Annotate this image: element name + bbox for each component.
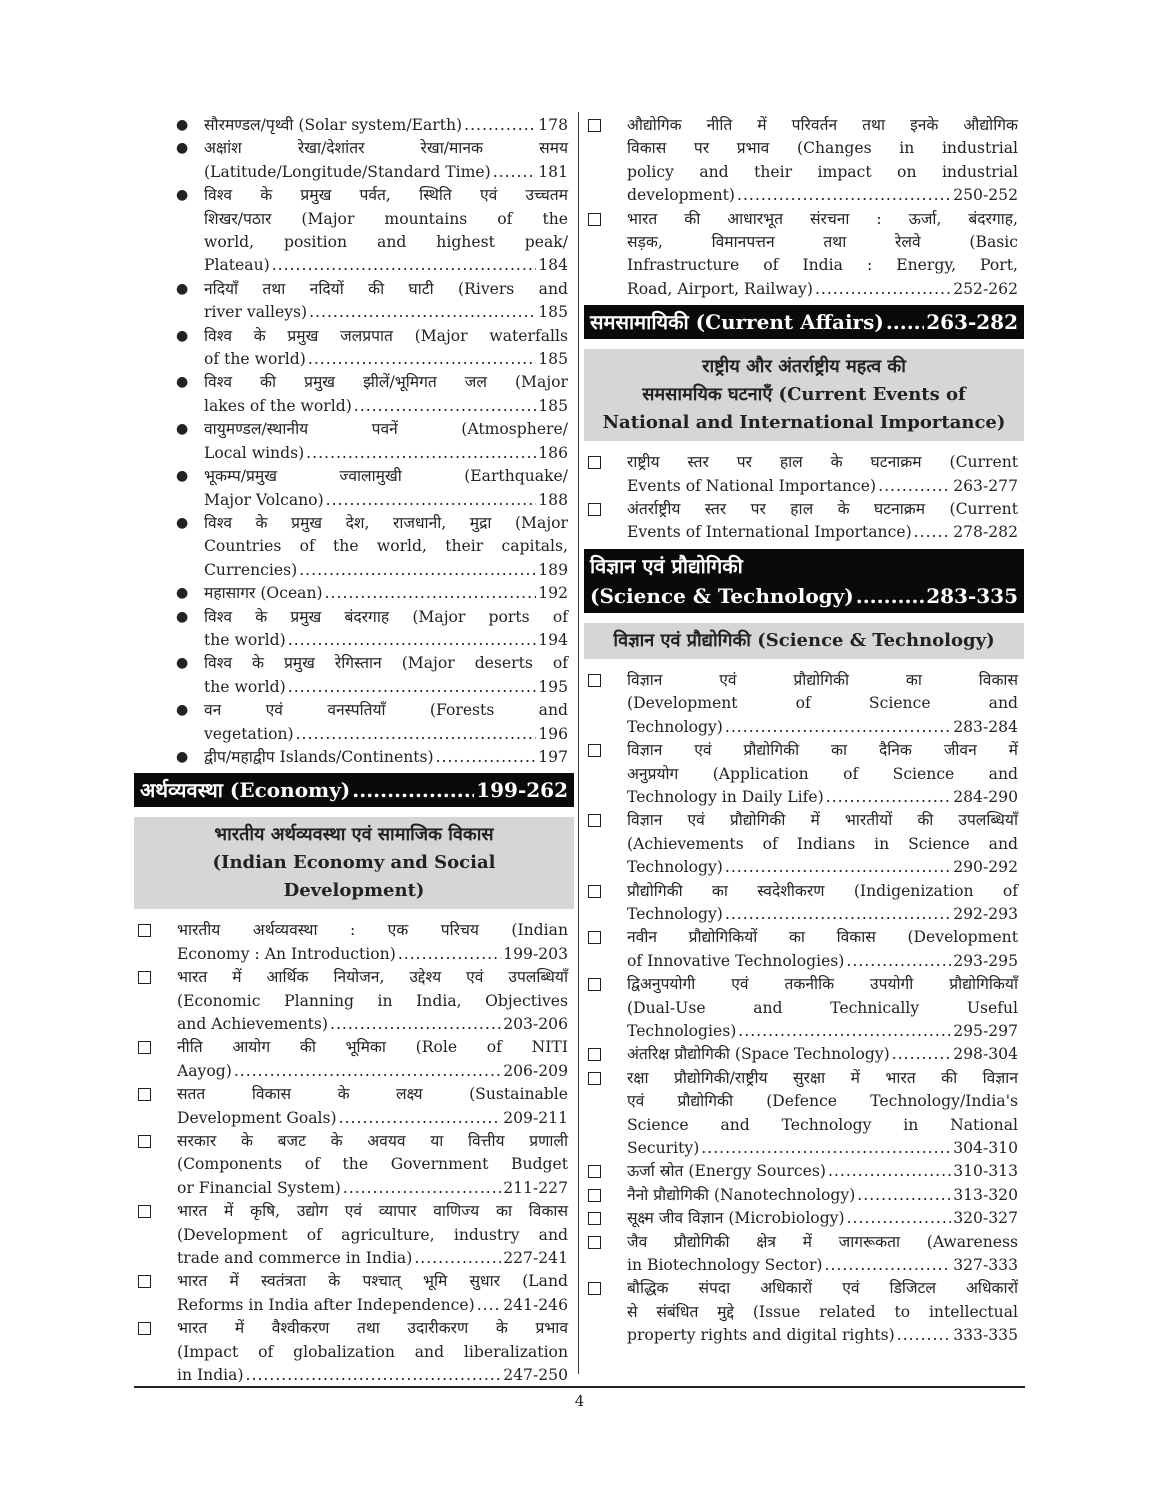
- page-ref: 263-277: [953, 476, 1018, 495]
- page-ref: 181: [538, 162, 568, 181]
- entry-title-end: Currencies): [204, 560, 298, 579]
- dot-leader: [234, 1060, 501, 1083]
- page-ref: 290-292: [953, 858, 1018, 877]
- section-title: समसामायिकी (Current Affairs): [590, 310, 884, 335]
- checkbox-icon: [588, 1072, 601, 1085]
- toc-entry[interactable]: [134, 1200, 574, 1270]
- page-ref: 195: [538, 677, 568, 696]
- entry-line: शिखर/पठार (Major mountains of the: [204, 209, 568, 228]
- entry-line: (Development of Science and: [627, 694, 1018, 713]
- entry-line: विज्ञान एवं प्रौद्योगिकी का विकास: [627, 670, 1018, 689]
- dot-leader: [738, 1020, 951, 1043]
- entry-line: अंतर्राष्ट्रीय स्तर पर हाल के घटनाक्रम (Current: [627, 500, 1018, 519]
- toc-entry[interactable]: [134, 465, 574, 512]
- entry-line: वायुमण्डल/स्थानीय पवनें (Atmosphere/: [204, 420, 568, 439]
- entry-title-end: the world): [204, 677, 286, 696]
- dot-leader: [847, 1207, 952, 1230]
- entry-title-end: development): [627, 186, 736, 205]
- entry-title-end: Security): [627, 1139, 700, 1157]
- toc-entry[interactable]: [134, 582, 574, 605]
- toc-entry[interactable]: [584, 451, 1024, 498]
- dot-leader: [725, 716, 951, 739]
- entry-line: विज्ञान एवं प्रौद्योगिकी का दैनिक जीवन में: [627, 741, 1018, 760]
- page-ref: 283-284: [953, 717, 1018, 736]
- page-number: 4: [574, 1392, 585, 1410]
- checkbox-icon: [138, 1205, 151, 1218]
- bullet-icon: ●: [176, 327, 189, 344]
- subsection-title-hindi: भारतीय अर्थव्यवस्था एवं सामाजिक विकास: [214, 824, 494, 846]
- bullet-icon: ●: [176, 748, 189, 765]
- entry-title-end: lakes of the world): [204, 396, 352, 415]
- toc-entry[interactable]: [584, 1184, 1024, 1207]
- dot-leader: [272, 254, 537, 277]
- page-ref: 250-252: [953, 186, 1018, 205]
- entry-line: नीति आयोग की भूमिका (Role of NITI: [177, 1038, 568, 1057]
- page-ref: 284-290: [953, 787, 1018, 806]
- science-list: [584, 669, 1024, 1348]
- entry-title-end: Road, Airport, Railway): [627, 279, 813, 298]
- toc-entry[interactable]: [134, 966, 574, 1036]
- page-ref: 211-227: [503, 1178, 568, 1197]
- entry-line: policy and their impact on industrial: [627, 162, 1018, 181]
- left-column: [134, 114, 574, 1388]
- column-divider: [578, 112, 579, 1374]
- toc-entry[interactable]: [584, 208, 1024, 302]
- entry-line: वन एवं वनस्पतियाँ (Forests and: [204, 701, 568, 720]
- checkbox-icon: [588, 885, 601, 898]
- toc-entry[interactable]: [134, 1130, 574, 1200]
- entry-line: (Achievements of Indians in Science and: [627, 834, 1018, 853]
- entry-title-end: or Financial System): [177, 1178, 341, 1197]
- entry-line: भारत में स्वतंत्रता के पश्चात् भूमि सुधार (Land: [177, 1272, 568, 1291]
- entry-line: अनुप्रयोग (Application of Science and: [627, 764, 1018, 783]
- entry-line: विश्व के प्रमुख पर्वत, स्थिति एवं उच्चतम: [204, 186, 568, 205]
- checkbox-icon: [588, 1048, 601, 1061]
- page-ref: 185: [538, 350, 568, 369]
- page-ref: 320-327: [953, 1209, 1018, 1228]
- entry-line: नदियाँ तथा नदियों की घाटी (Rivers and: [204, 279, 568, 298]
- page-ref: 292-293: [953, 904, 1018, 923]
- toc-entry[interactable]: [134, 114, 574, 137]
- toc-entry[interactable]: [134, 652, 574, 699]
- bullet-icon: ●: [176, 608, 189, 625]
- page-ref: 203-206: [503, 1015, 568, 1033]
- dot-leader: [436, 746, 537, 769]
- checkbox-icon: [588, 674, 601, 687]
- page-ref: 196: [538, 724, 568, 743]
- toc-entry[interactable]: [134, 1270, 574, 1317]
- checkbox-icon: [138, 924, 151, 937]
- toc-entry[interactable]: [134, 606, 574, 653]
- subsection-header-current-events: [584, 349, 1024, 441]
- section-title-english: (Science & Technology): [590, 583, 854, 608]
- entry-line: से संबंधित मुद्दे (Issue related to intellectual: [627, 1302, 1018, 1321]
- dot-leader: [701, 1137, 951, 1160]
- entry-line: Infrastructure of India : Energy, Port,: [627, 256, 1018, 275]
- dot-leader: [826, 786, 952, 809]
- bullet-icon: ●: [176, 280, 189, 297]
- dot-leader: [725, 903, 951, 926]
- page-ref: 247-250: [503, 1366, 568, 1385]
- toc-entry[interactable]: [584, 498, 1024, 545]
- entry-line: विज्ञान एवं प्रौद्योगिकी में भारतीयों की उपलब्धियाँ: [627, 811, 1018, 830]
- entry-title-end: Technology in Daily Life): [627, 787, 824, 806]
- entry-title-end: Economy : An Introduction): [177, 944, 396, 963]
- dot-leader: [897, 1324, 951, 1347]
- entry-title-end: सूक्ष्म जीव विज्ञान (Microbiology): [627, 1209, 845, 1228]
- checkbox-icon: [588, 1236, 601, 1249]
- page-ref: 241-246: [503, 1295, 568, 1314]
- entry-line: राष्ट्रीय स्तर पर हाल के घटनाक्रम (Current: [627, 453, 1018, 472]
- entry-line: भारत में आर्थिक नियोजन, उद्देश्य एवं उपलब्धियाँ: [177, 968, 568, 987]
- entry-title-end: vegetation): [204, 724, 294, 743]
- entry-line: भारत में वैश्वीकरण तथा उदारीकरण के प्रभाव: [177, 1319, 568, 1338]
- footer-rule: [134, 1386, 1025, 1388]
- page-ref: 327-333: [953, 1256, 1018, 1275]
- entry-line: विश्व के प्रमुख देश, राजधानी, मुद्रा (Major: [204, 513, 568, 532]
- entry-title-end: in Biotechnology Sector): [627, 1256, 823, 1275]
- entry-line: भारत की आधारभूत संरचना : ऊर्जा, बंदरगाह,: [627, 209, 1018, 228]
- toc-entry[interactable]: [584, 1160, 1024, 1183]
- toc-entry[interactable]: [584, 1277, 1024, 1347]
- entry-title-end: of the world): [204, 350, 306, 369]
- bullet-icon: ●: [176, 702, 189, 719]
- entry-line: रक्षा प्रौद्योगिकी/राष्ट्रीय सुरक्षा में भारत की विज्ञान: [627, 1068, 1018, 1087]
- toc-entry[interactable]: [134, 746, 574, 769]
- entry-title-end: Events of National Importance): [627, 476, 877, 495]
- page-ref: 197: [538, 747, 568, 766]
- entry-line: सतत विकास के लक्ष्य (Sustainable: [177, 1085, 568, 1104]
- entry-title-end: Plateau): [204, 256, 270, 275]
- page-ref: 252-262: [953, 279, 1018, 298]
- toc-entry[interactable]: [584, 1067, 1024, 1161]
- entry-line: विश्व की प्रमुख झीलें/भूमिगत जल (Major: [204, 373, 568, 392]
- page-ref: 178: [538, 116, 568, 134]
- dot-leader: [339, 1107, 502, 1130]
- page-ref: 188: [538, 490, 568, 509]
- toc-entry[interactable]: [584, 926, 1024, 973]
- right-column: [584, 114, 1024, 1348]
- checkbox-icon: [588, 1165, 601, 1178]
- page-ref: 227-241: [503, 1249, 568, 1268]
- checkbox-icon: [138, 1041, 151, 1054]
- section-header-economy[interactable]: [134, 773, 574, 807]
- entry-title-end: of Innovative Technologies): [627, 951, 845, 970]
- entry-title-end: in India): [177, 1366, 244, 1385]
- economy-list-cont: [584, 114, 1024, 301]
- entry-line: Science and Technology in National: [627, 1115, 1018, 1134]
- dot-leader: [892, 1043, 951, 1066]
- entry-line: अक्षांश रेखा/देशांतर रेखा/मानक समय: [204, 139, 568, 158]
- dot-leader: [288, 629, 536, 652]
- page-ref: 298-304: [953, 1045, 1018, 1064]
- page-ref: 304-310: [953, 1139, 1018, 1157]
- checkbox-icon: [588, 213, 601, 226]
- dot-leader: [309, 301, 536, 324]
- bullet-icon: ●: [176, 117, 189, 133]
- checkbox-icon: [588, 503, 601, 516]
- bullet-icon: ●: [176, 655, 189, 672]
- entry-title-end: Reforms in India after Independence): [177, 1295, 475, 1314]
- entry-line: सरकार के बजट के अवयव या वित्तीय प्रणाली: [177, 1132, 568, 1151]
- checkbox-icon: [138, 1322, 151, 1335]
- section-header-current-affairs[interactable]: [584, 305, 1024, 339]
- page-ref: 189: [538, 560, 568, 579]
- entry-line: बौद्धिक संपदा अधिकारों एवं डिजिटल अधिकारों: [627, 1279, 1018, 1298]
- toc-entry[interactable]: [134, 184, 574, 278]
- toc-entry[interactable]: [134, 512, 574, 582]
- checkbox-icon: [138, 1275, 151, 1288]
- entry-line: औद्योगिक नीति में परिवर्तन तथा इनके औद्योगिक: [627, 116, 1018, 134]
- entry-title-end: Aayog): [177, 1061, 232, 1080]
- page-ref: 192: [538, 584, 568, 603]
- current-affairs-list: [584, 451, 1024, 545]
- entry-line: द्विअनुपयोगी एवं तकनीकि उपयोगी प्रौद्योगिकियाँ: [627, 975, 1018, 994]
- dot-leader: [825, 1254, 952, 1277]
- bullet-icon: ●: [176, 421, 189, 438]
- toc-entry[interactable]: [134, 1036, 574, 1083]
- toc-entry[interactable]: [134, 699, 574, 746]
- subsection-title-hindi: राष्ट्रीय और अंतर्राष्ट्रीय महत्व की: [702, 356, 906, 378]
- entry-line: Countries of the world, their capitals,: [204, 537, 568, 556]
- dot-leader: [815, 278, 951, 301]
- entry-line: world, position and highest peak/: [204, 233, 568, 252]
- bullet-icon: ●: [176, 140, 189, 157]
- entry-title-end: अंतरिक्ष प्रौद्योगिकी (Space Technology): [627, 1045, 890, 1064]
- checkbox-icon: [588, 1282, 601, 1295]
- page-ref: 186: [538, 443, 568, 462]
- bullet-icon: ●: [176, 374, 189, 391]
- dot-leader: [325, 582, 537, 605]
- subsection-title-english: National and International Importance): [602, 412, 1006, 434]
- checkbox-icon: [588, 456, 601, 469]
- entry-line: (Dual-Use and Technically Useful: [627, 998, 1018, 1017]
- entry-line: नवीन प्रौद्योगिकियों का विकास (Development: [627, 928, 1018, 947]
- toc-entry[interactable]: [584, 739, 1024, 809]
- checkbox-icon: [138, 971, 151, 984]
- toc-entry[interactable]: [134, 1083, 574, 1130]
- entry-title-end: and Achievements): [177, 1015, 328, 1033]
- section-pages: 263-282: [926, 310, 1018, 335]
- subsection-title: विज्ञान एवं प्रौद्योगिकी (Science & Technology): [613, 629, 995, 651]
- entry-line: विकास पर प्रभाव (Changes in industrial: [627, 139, 1018, 158]
- page-ref: 185: [538, 396, 568, 415]
- dot-leader: [326, 489, 537, 512]
- page-ref: 295-297: [953, 1021, 1018, 1040]
- page-ref: 313-320: [953, 1185, 1018, 1204]
- section-pages: 199-262: [476, 778, 568, 803]
- entry-line: विश्व के प्रमुख बंदरगाह (Major ports of: [204, 607, 568, 626]
- dot-leader: [464, 114, 536, 137]
- toc-entry[interactable]: [584, 669, 1024, 739]
- subsection-title-english: (Indian Economy and Social: [212, 852, 496, 874]
- entry-line: प्रौद्योगिकी का स्वदेशीकरण (Indigenization of: [627, 881, 1018, 900]
- toc-entry[interactable]: [134, 919, 574, 966]
- dot-leader: [914, 521, 952, 544]
- entry-line: एवं प्रौद्योगिकी (Defence Technology/India's: [627, 1092, 1018, 1111]
- page-ref: 310-313: [953, 1162, 1018, 1181]
- dot-leader: [477, 1294, 502, 1317]
- page-ref: 199-203: [503, 944, 568, 963]
- toc-entry[interactable]: [134, 371, 574, 418]
- entry-title-end: river valleys): [204, 303, 308, 322]
- dot-leader: [828, 1160, 951, 1183]
- section-title: अर्थव्यवस्था (Economy): [140, 778, 351, 803]
- dot-leader: [725, 856, 951, 879]
- checkbox-icon: [588, 978, 601, 991]
- toc-entry[interactable]: [584, 1207, 1024, 1230]
- dot-leader: [308, 348, 536, 371]
- toc-entry[interactable]: [584, 1043, 1024, 1066]
- toc-entry[interactable]: [134, 137, 574, 184]
- checkbox-icon: [588, 931, 601, 944]
- toc-entry[interactable]: [134, 1317, 574, 1387]
- entry-line: सड़क, विमानपत्तन तथा रेलवे (Basic: [627, 233, 1018, 252]
- entry-title-end: Technology): [627, 904, 723, 923]
- entry-line: भारतीय अर्थव्यवस्था : एक परिचय (Indian: [177, 921, 568, 940]
- entry-line: भूकम्प/प्रमुख ज्वालामुखी (Earthquake/: [204, 467, 568, 486]
- checkbox-icon: [588, 744, 601, 757]
- entry-title-end: नैनो प्रौद्योगिकी (Nanotechnology): [627, 1185, 856, 1204]
- subsection-header-science: [584, 623, 1024, 659]
- subsection-title-english-cont: Development): [283, 880, 425, 902]
- dot-leader: [878, 475, 951, 498]
- dot-leader: [354, 395, 536, 418]
- dot-leader: [414, 1247, 501, 1270]
- entry-title-end: Technology): [627, 717, 723, 736]
- checkbox-icon: [138, 1088, 151, 1101]
- section-pages: 283-335: [926, 583, 1018, 608]
- entry-title-end: Technology): [627, 858, 723, 877]
- dot-leader: [306, 442, 536, 465]
- checkbox-icon: [588, 814, 601, 827]
- entry-line: जैव प्रौद्योगिकी क्षेत्र में जागरूकता (Awareness: [627, 1232, 1018, 1251]
- entry-title-end: Events of International Importance): [627, 523, 912, 542]
- toc-entry[interactable]: [134, 278, 574, 325]
- entry-title-end: property rights and digital rights): [627, 1326, 895, 1345]
- economy-list: [134, 919, 574, 1387]
- page-ref: 209-211: [503, 1108, 568, 1127]
- dot-leader: [857, 1184, 951, 1207]
- page-ref: 194: [538, 630, 568, 649]
- entry-title-end: ऊर्जा स्रोत (Energy Sources): [627, 1162, 826, 1181]
- dot-leader: [846, 950, 951, 973]
- bullet-icon: ●: [176, 585, 189, 602]
- section-title-hindi: विज्ञान एवं प्रौद्योगिकी: [590, 553, 743, 578]
- entry-title-end: Technologies): [627, 1021, 737, 1040]
- entry-title-end: Local winds): [204, 443, 305, 462]
- subsection-header-indian-economy: [134, 817, 574, 909]
- entry-title-end: (Latitude/Longitude/Standard Time): [204, 162, 491, 181]
- entry-title-end: महासागर (Ocean): [204, 584, 323, 603]
- dot-leader: [296, 723, 537, 746]
- page-ref: 185: [538, 303, 568, 322]
- dot-leader: [343, 1177, 501, 1200]
- checkbox-icon: [588, 1212, 601, 1225]
- entry-line: (Components of the Government Budget: [177, 1155, 568, 1174]
- checkbox-icon: [588, 119, 601, 132]
- section-header-science[interactable]: [584, 549, 1024, 613]
- geography-list: [134, 114, 574, 769]
- page-ref: 206-209: [503, 1061, 568, 1080]
- entry-line: (Economic Planning in India, Objectives: [177, 991, 568, 1010]
- entry-line: भारत में कृषि, उद्योग एवं व्यापार वाणिज्य का विकास: [177, 1202, 568, 1221]
- dot-leader: [398, 943, 501, 966]
- bullet-icon: ●: [176, 468, 189, 485]
- entry-line: विश्व के प्रमुख रेगिस्तान (Major deserts of: [204, 654, 568, 673]
- dot-leader: [246, 1364, 502, 1387]
- toc-entry[interactable]: [134, 418, 574, 465]
- page-ref: 333-335: [953, 1326, 1018, 1345]
- dot-leader: [288, 676, 536, 699]
- toc-entry[interactable]: [584, 1231, 1024, 1278]
- subsection-title-mixed: समसामयिक घटनाएँ (Current Events of: [642, 384, 966, 406]
- dot-leader: [493, 161, 536, 184]
- toc-entry[interactable]: [584, 973, 1024, 1043]
- entry-title-end: the world): [204, 630, 286, 649]
- toc-entry[interactable]: [584, 114, 1024, 208]
- entry-title-end: trade and commerce in India): [177, 1249, 413, 1268]
- dot-leader: [737, 184, 951, 207]
- bullet-icon: ●: [176, 514, 189, 531]
- page-ref: 293-295: [953, 951, 1018, 970]
- entry-title-end: द्वीप/महाद्वीप Islands/Continents): [204, 747, 434, 766]
- checkbox-icon: [138, 1135, 151, 1148]
- toc-entry[interactable]: [134, 325, 574, 372]
- entry-line: (Development of agriculture, industry and: [177, 1225, 568, 1244]
- toc-entry[interactable]: [584, 809, 1024, 879]
- entry-title-end: Development Goals): [177, 1108, 337, 1127]
- dot-leader: [330, 1013, 501, 1036]
- toc-entry[interactable]: [584, 880, 1024, 927]
- bullet-icon: ●: [176, 187, 189, 204]
- entry-title-end: सौरमण्डल/पृथ्वी (Solar system/Earth): [204, 116, 463, 134]
- checkbox-icon: [588, 1189, 601, 1202]
- entry-line: विश्व के प्रमुख जलप्रपात (Major waterfalls: [204, 326, 568, 345]
- entry-line: (Impact of globalization and liberalization: [177, 1342, 568, 1361]
- page-ref: 184: [538, 256, 568, 275]
- page-ref: 278-282: [953, 523, 1018, 542]
- dot-leader: [299, 559, 536, 582]
- entry-title-end: Major Volcano): [204, 490, 324, 509]
